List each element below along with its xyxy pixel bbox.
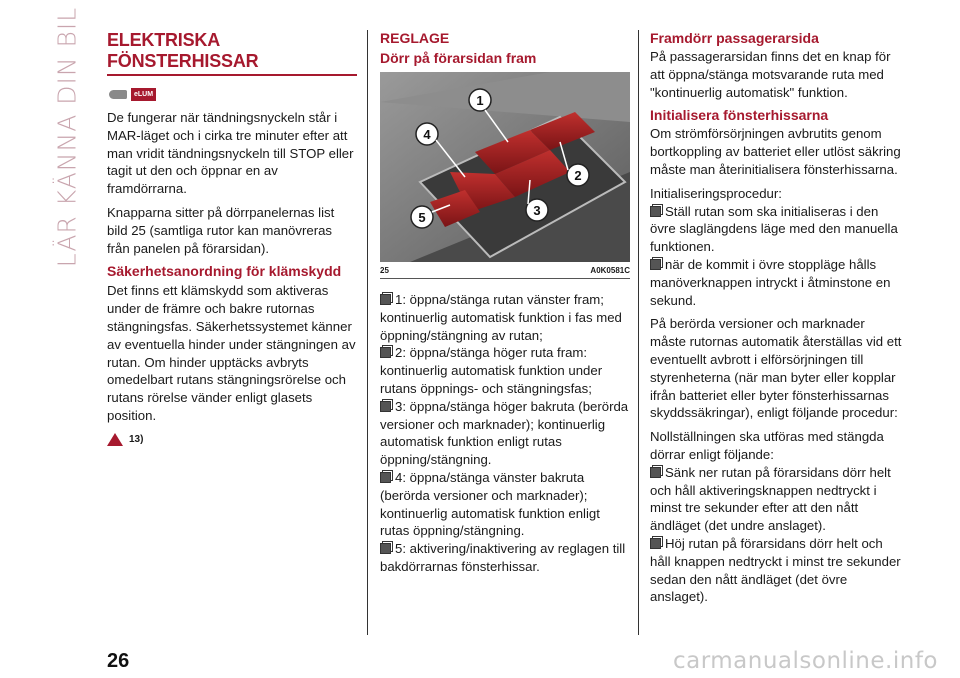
subheading-passenger-door: Framdörr passagerarsida [650, 30, 819, 46]
bullet-icon [650, 259, 661, 270]
paragraph: Nollställningen ska utföras med stängda dörrar enligt följande: [650, 429, 884, 462]
callout-4: 4 [423, 127, 431, 142]
figure-code: A0K0581C [590, 266, 630, 275]
warning-ref-label: 13) [129, 433, 144, 445]
key-icon [109, 90, 127, 99]
bullet-icon [380, 347, 391, 358]
callout-3: 3 [533, 203, 541, 218]
callout-5: 5 [418, 210, 426, 225]
paragraph: Det finns ett klämskydd som aktiveras under de främre och bakre rutornas stängningsfas. Säkerhetssystemet känner av eventuella hinder under stängningen av rutan. Om hinder upptäcks avbryts omedelbart rutans stängningsrörelse och rutans rörelse vänder enligt glasets position. [107, 283, 356, 423]
subheading-driver-door: Dörr på förarsidan fram [380, 50, 537, 66]
callout-2: 2 [574, 168, 582, 183]
watermark: carmanualsonline.info [672, 648, 938, 674]
chapter-side-tab [52, 6, 82, 268]
list-item: 2: öppna/stänga höger ruta fram: kontinuerlig automatisk funktion under rutans öppnings- och stängningsfas; [380, 345, 603, 396]
column-right [650, 30, 902, 606]
column-divider [367, 30, 368, 635]
bullet-icon [650, 538, 661, 549]
paragraph: På berörda versioner och marknader måste rutornas automatik återställas vid ett eventuellt avbrott i elförsörjningen till styrenheterna (när man byter eller kopplar ifrån batteriet eller byter fönsterhissarnas skyddssäkringar), enligt följande procedur: [650, 316, 902, 421]
column-middle [380, 30, 630, 576]
bullet-icon [380, 543, 391, 554]
paragraph: Om strömförsörjningen avbrutits genom bortkoppling av batteriet eller utlöst säkring måste man återinitialisera fönsterhissarna. [650, 126, 901, 177]
figure-caption [380, 262, 630, 279]
figure-number: 25 [380, 266, 389, 275]
column-divider [638, 30, 639, 635]
page-number: 26 [107, 650, 130, 672]
chapter-title: LÄR KÄNNA DIN BIL [52, 6, 82, 268]
elum-label: eLUM [131, 88, 156, 101]
paragraph: Initialiseringsprocedur: [650, 185, 782, 201]
warning-triangle-icon [107, 433, 123, 446]
paragraph: Knapparna sitter på dörrpanelernas list bild 25 (samtliga rutor kan manövreras från panelen på förarsidan). [107, 204, 335, 256]
bullet-icon [650, 206, 661, 217]
list-item: Ställ rutan som ska initialiseras i den övre slaglängdens läge med den manuella funktionen. [650, 203, 898, 255]
warning-reference [107, 433, 357, 446]
section-title-controls: REGLAGE [380, 30, 450, 46]
list-item: Sänk ner rutan på förarsidans dörr helt och håll aktiveringsknappen nedtryckt i minst tre sekunder efter att den nått ändläget (det undre anslaget). [650, 464, 891, 534]
paragraph: På passagerarsidan finns det en knap för att öppna/stänga motsvarande ruta med "kontinuerlig automatisk" funktion. [650, 49, 891, 100]
list-item: 5: aktivering/inaktivering av reglagen till bakdörrarnas fönsterhissar. [380, 541, 626, 574]
column-left [107, 30, 357, 446]
list-item: 3: öppna/stänga höger bakruta (berörda versioner och marknader); kontinuerlig automatisk funktion enligt rutas öppning/stängning. [380, 398, 629, 468]
list-item: 4: öppna/stänga vänster bakruta (berörda versioner och marknader); kontinuerlig automatisk funktion enligt rutas öppning/stängning. [380, 469, 600, 539]
bullet-icon [380, 294, 391, 305]
subheading-safety: Säkerhetsanordning för klämskydd [107, 263, 342, 280]
bullet-icon [380, 472, 391, 483]
callout-1: 1 [476, 93, 484, 108]
list-item: när de kommit i övre stoppläge hålls manöverknappen intryckt i åtminstone en sekund. [650, 256, 891, 308]
subheading-initialize: Initialisera fönsterhissarna [650, 107, 829, 124]
elum-badge [109, 88, 357, 101]
section-title: ELEKTRISKA FÖNSTERHISSAR [107, 30, 357, 76]
bullet-icon [650, 467, 661, 478]
figure-window-switches [380, 72, 630, 262]
bullet-icon [380, 401, 391, 412]
paragraph: De fungerar när tändningsnyckeln står i MAR-läget och i cirka tre minuter efter att man vridit tändningsnyckeln till STOP eller tagit ut den och öppnar en av framdörrarna. [107, 110, 354, 197]
list-item: Höj rutan på förarsidans dörr helt och håll knappen nedtryckt i minst tre sekunder sedan den nått ändläget (det övre anslaget). [650, 535, 901, 605]
door-panel-illustration [380, 72, 630, 262]
list-item: 1: öppna/stänga rutan vänster fram; kontinuerlig automatisk funktion i fas med öppning/stängning av rutan; [380, 292, 622, 343]
